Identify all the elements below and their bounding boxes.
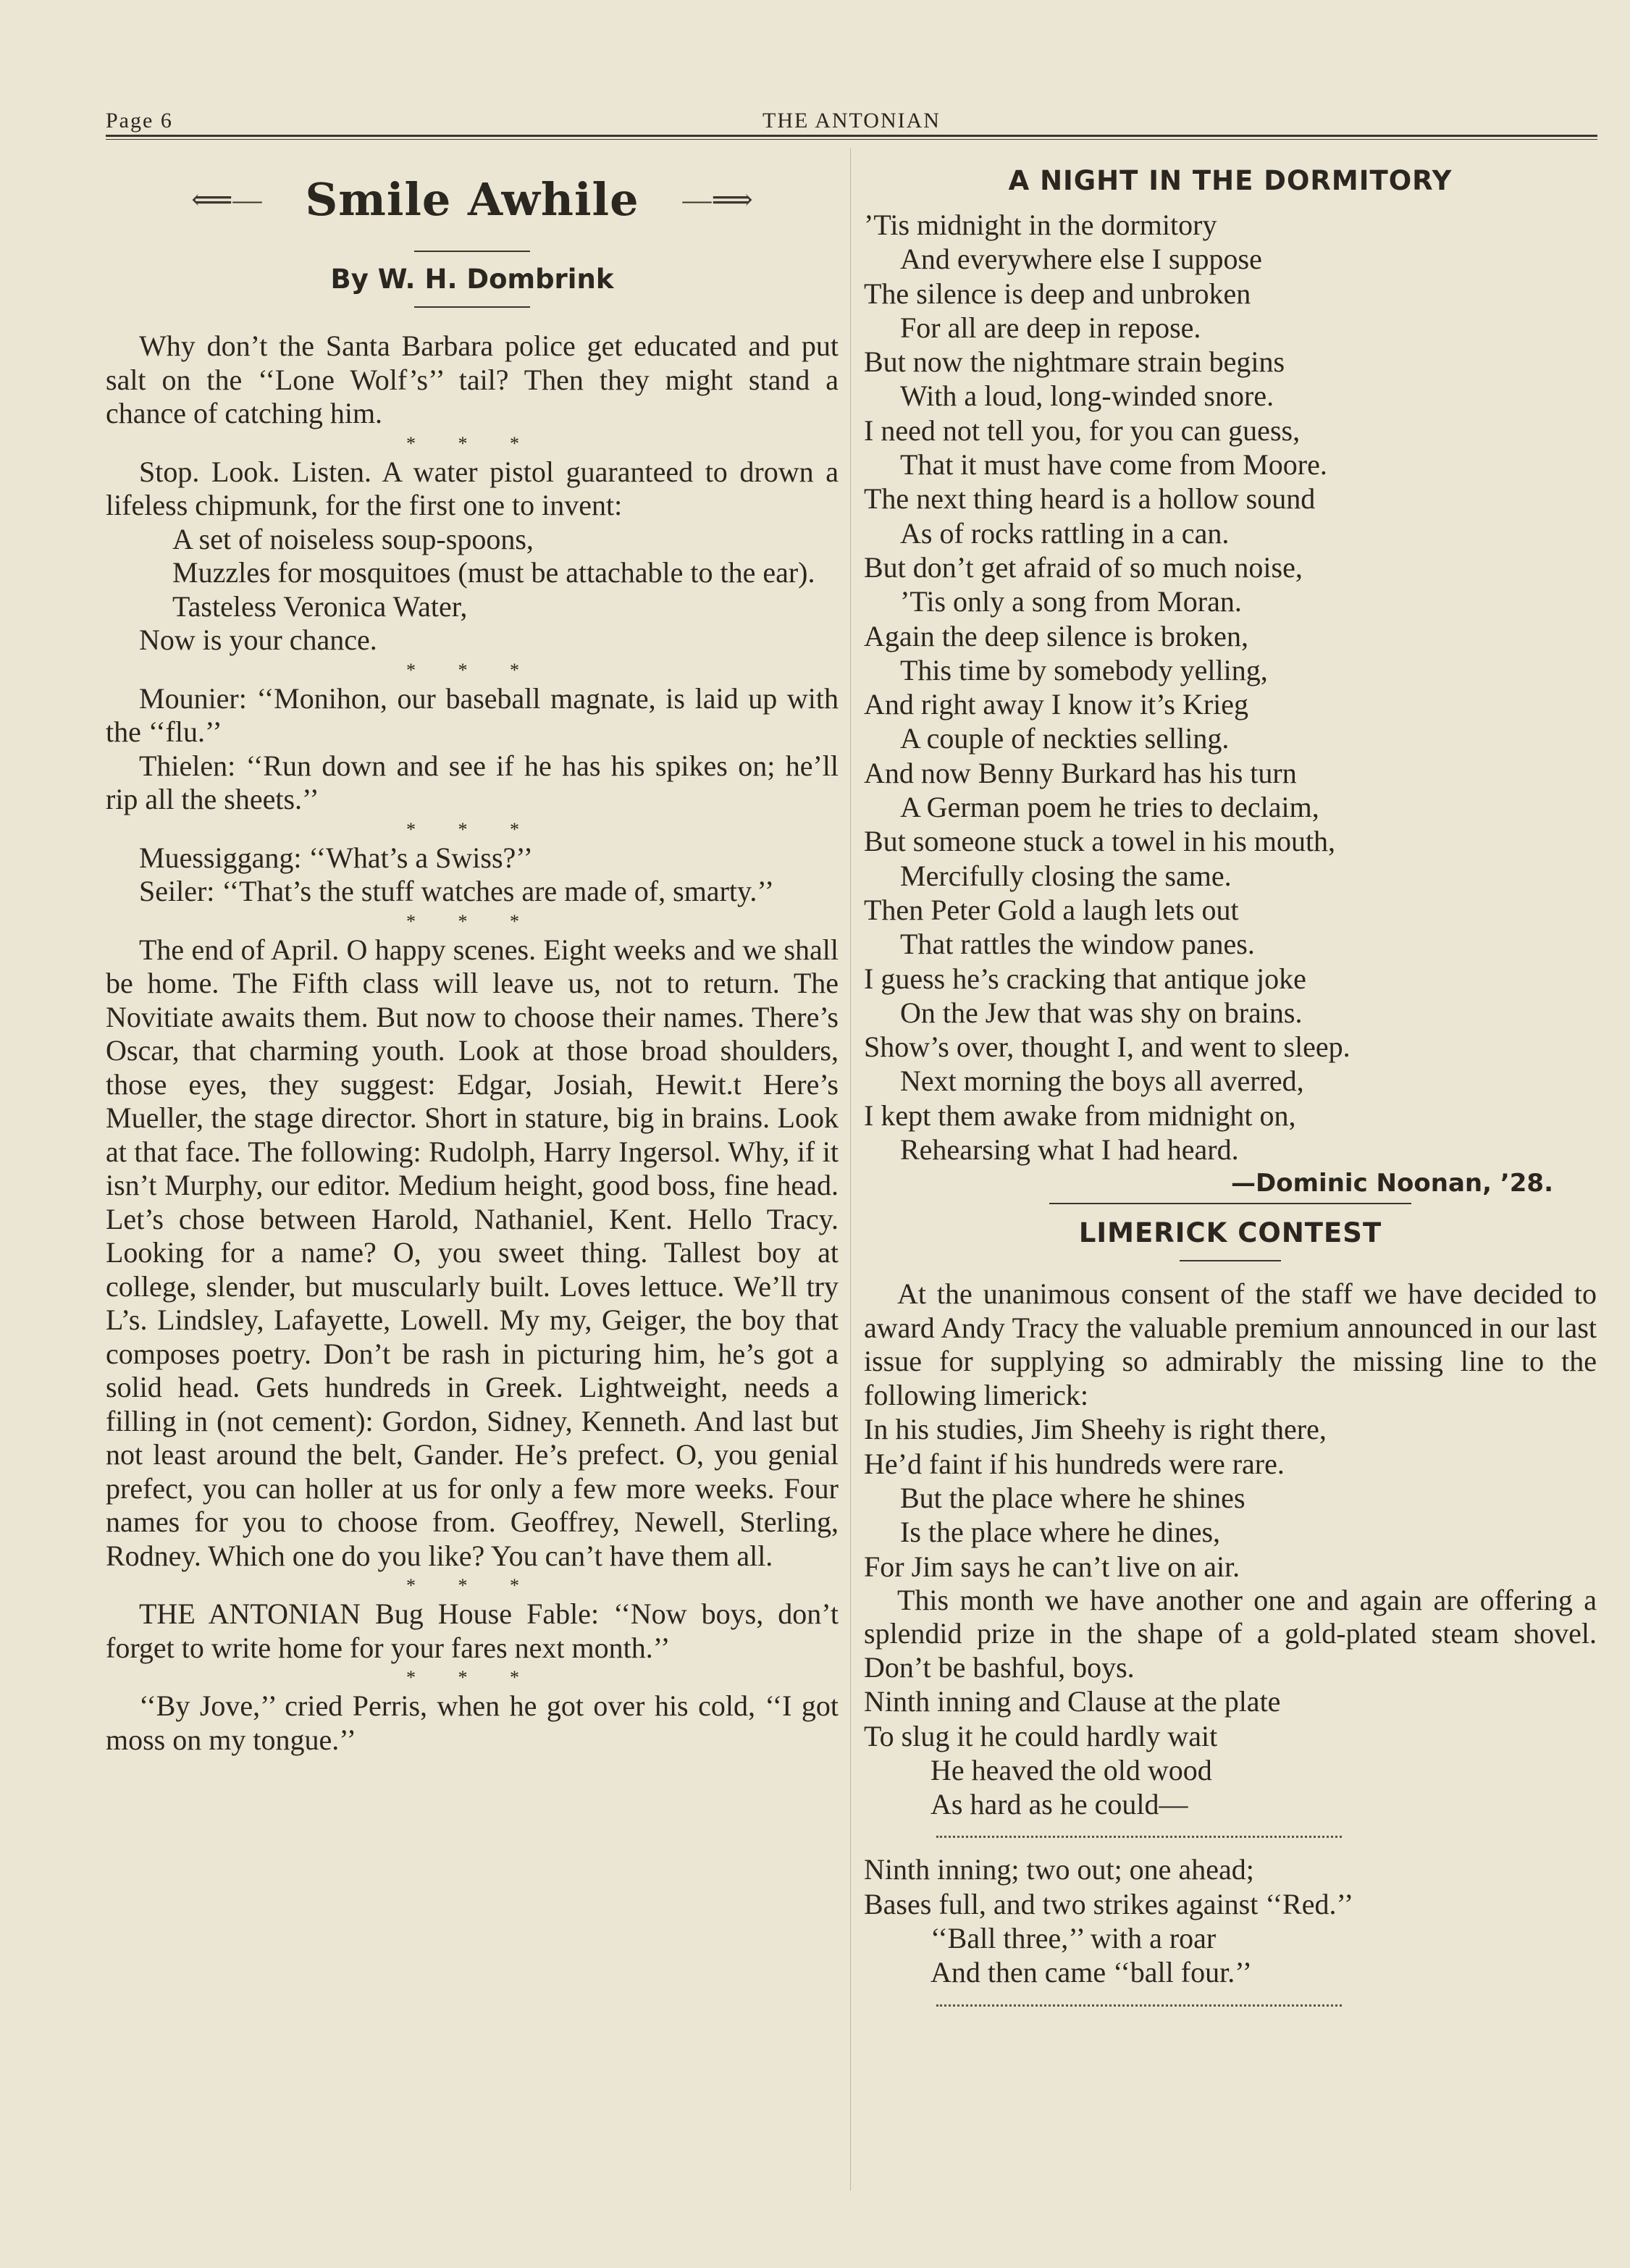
joke-paragraph: THE ANTONIAN Bug House Fable: ‘‘Now boys, don’t forget to write home for your fares next month.’’ [106, 1597, 839, 1664]
contest-paragraph: This month we have another one and again are offering a splendid prize in the shape of a gold-plated steam shovel. Don’t be bashful, boys. [864, 1583, 1597, 1684]
joke-paragraph: Why don’t the Santa Barbara police get educated and put salt on the ‘‘Lone Wolf’s’’ tail? Then they might stand a chance of catching him. [106, 329, 839, 429]
poem-line: A couple of neckties selling. [900, 722, 1230, 755]
poem-line: But someone stuck a towel in his mouth, [864, 825, 1336, 858]
column-title: Smile Awhile [305, 172, 639, 226]
poem-line: Again the deep silence is broken, [864, 619, 1248, 652]
dialogue-line: Muessiggang: ‘‘What’s a Swiss?’’ [139, 841, 533, 874]
poem-line: And right away I know it’s Krieg [864, 688, 1249, 721]
poem-line: As of rocks rattling in a can. [900, 516, 1230, 550]
poem-line: For all are deep in repose. [900, 311, 1201, 344]
header-rule [106, 135, 1597, 137]
poem-line: And now Benny Burkard has his turn [864, 756, 1297, 789]
contest-intro: At the unanimous consent of the staff we have decided to award Andy Tracy the valuable premium announced in our last issue for supplying so admirably the missing line to the following limerick: [864, 1277, 1597, 1411]
poem-line: The next thing heard is a hollow sound [864, 482, 1316, 516]
joke-paragraph: Stop. Look. Listen. A water pistol guaranteed to drown a lifeless chipmunk, for the first one to invent: [106, 455, 839, 521]
page-header [106, 106, 1597, 138]
limerick-line: Ninth inning; two out; one ahead; [864, 1853, 1254, 1886]
poem-line: But now the nightmare strain begins [864, 345, 1285, 379]
right-ornament-icon: —⟹ [682, 182, 753, 216]
poem-line: I need not tell you, for you can guess, [864, 413, 1301, 447]
section-separator: * * * [406, 818, 538, 840]
limerick-line: But the place where he shines [900, 1481, 1245, 1514]
left-ornament-icon: ⟸— [191, 182, 262, 216]
limerick-line: And then came ‘‘ball four.’’ [930, 1956, 1252, 1989]
poem-line: That it must have come from Moore. [900, 448, 1327, 482]
contest-title: LIMERICK CONTEST [1078, 1217, 1382, 1249]
dialogue-line: Seiler: ‘‘That’s the stuff watches are made of, smarty.’’ [139, 875, 775, 907]
column-divider [850, 148, 851, 2191]
limerick-line: He’d faint if his hundreds were rare. [864, 1447, 1285, 1480]
poem-line: Mercifully closing the same. [900, 859, 1232, 892]
poem-line: The silence is deep and unbroken [864, 277, 1251, 310]
section-separator: * * * [406, 659, 538, 681]
poem-line: On the Jew that was shy on brains. [900, 996, 1303, 1029]
poem-line: I kept them awake from midnight on, [864, 1099, 1296, 1132]
poem-line: Next morning the boys all averred, [900, 1064, 1304, 1098]
poem-line: Show’s over, thought I, and went to sleep. [864, 1030, 1350, 1064]
limerick-line: Is the place where he dines, [900, 1516, 1221, 1549]
limerick-line: In his studies, Jim Sheehy is right there, [864, 1413, 1327, 1446]
contest-rule [1180, 1260, 1281, 1261]
poem-line: That rattles the window panes. [900, 928, 1255, 961]
poem-signature: —Dominic Noonan, ’28. [1231, 1169, 1553, 1198]
dialogue-line: Mounier: ‘‘Monihon, our baseball magnate, is laid up with the ‘‘flu.’’ [106, 681, 839, 748]
header-rule-thin [106, 139, 1597, 140]
byline: By W. H. Dombrink [330, 264, 614, 295]
publication-title: THE ANTONIAN [763, 109, 941, 133]
dotted-answer-line [936, 2004, 1342, 2007]
poem [864, 208, 1597, 1167]
list-item: A set of noiseless soup-spoons, [172, 522, 534, 555]
limerick-line: For Jim says he can’t live on air. [864, 1550, 1240, 1583]
left-column [106, 159, 839, 1757]
poem-line: Then Peter Gold a laugh lets out [864, 893, 1239, 926]
poem-line: But don’t get afraid of so much noise, [864, 550, 1303, 584]
dotted-answer-line [936, 1836, 1342, 1838]
joke-paragraph: The end of April. O happy scenes. Eight weeks and we shall be home. The Fifth class will leave us, not to return. The Novitiate awaits them. But now to choose their names. There’s Oscar, that charming youth. Look at those broad shoulders, those eyes, they suggest: Edgar, Josiah, Hewit.t Here’s Mueller, the stage director. Short in stature, big in brains. Look at that face. The following: Rudolph, Harry Ingersol. Why, if it isn’t Murphy, our editor. Medium height, good boss, fine head. Let’s chose between Harold, Nathaniel, Kent. Hello Tracy. Looking for a name? O, you sweet thing. Tallest boy at college, slender, but muscularly built. Loves lettuce. We’ll try L’s. Lindsley, Lafayette, Lowell. My my, Geiger, the boy that composes poetry. Don’t be rash in picturing him, he’s got a solid head. Gets hundreds in Greek. Lightweight, needs a filling in (not cement): Gordon, Sidney, Kenneth. And last but not least around the belt, Gander. He’s prefect. O, you genial prefect, you can holler at us for only a few more weeks. Four names for you to choose from. Geoffrey, Newell, Sterling, Rodney. Which one do you like? You can’t have them all. [106, 933, 839, 1572]
poem-title: A NIGHT IN THE DORMITORY [1008, 165, 1453, 196]
joke-paragraph: ‘‘By Jove,’’ cried Perris, when he got over his cold, ‘‘I got moss on my tongue.’’ [106, 1689, 839, 1756]
poem-line: I guess he’s cracking that antique joke [864, 962, 1306, 995]
list-item: Muzzles for mosquitoes (must be attachable to the ear). [172, 556, 815, 589]
right-column [864, 159, 1597, 2021]
limerick-line: ‘‘Ball three,’’ with a roar [930, 1922, 1217, 1955]
section-separator: * * * [406, 432, 538, 454]
poem-line: ’Tis only a song from Moran. [900, 585, 1242, 618]
limerick-winning [864, 1412, 1597, 1583]
title-rule [414, 251, 530, 252]
section-separator: * * * [406, 1575, 538, 1596]
limerick-open [864, 1684, 1597, 1821]
poem-line: Rehearsing what I had heard. [900, 1133, 1239, 1167]
poem-line: ’Tis midnight in the dormitory [864, 209, 1217, 241]
limerick-line: He heaved the old wood [930, 1753, 1212, 1786]
byline-rule [414, 306, 530, 308]
limerick-line: To slug it he could hardly wait [864, 1719, 1218, 1752]
limerick-line: As hard as he could— [930, 1788, 1188, 1821]
smile-awhile-heading [106, 159, 839, 239]
limerick-baseball [864, 1852, 1597, 1989]
limerick-line: Bases full, and two strikes against ‘‘Red.’’ [864, 1887, 1354, 1920]
section-separator: * * * [406, 1667, 538, 1688]
dialogue-line: Thielen: ‘‘Run down and see if he has his spikes on; he’ll rip all the sheets.’’ [106, 749, 839, 815]
joke-paragraph: Now is your chance. [139, 623, 377, 656]
poem-line: With a loud, long-winded snore. [900, 379, 1274, 413]
poem-line: A German poem he tries to declaim, [900, 791, 1319, 824]
list-item: Tasteless Veronica Water, [172, 589, 468, 623]
poem-line: This time by somebody yelling, [900, 653, 1268, 686]
section-separator: * * * [406, 910, 538, 932]
page-number: Page 6 [106, 109, 173, 133]
section-rule [1049, 1203, 1411, 1204]
poem-line: And everywhere else I suppose [900, 243, 1262, 276]
limerick-line: Ninth inning and Clause at the plate [864, 1685, 1281, 1718]
